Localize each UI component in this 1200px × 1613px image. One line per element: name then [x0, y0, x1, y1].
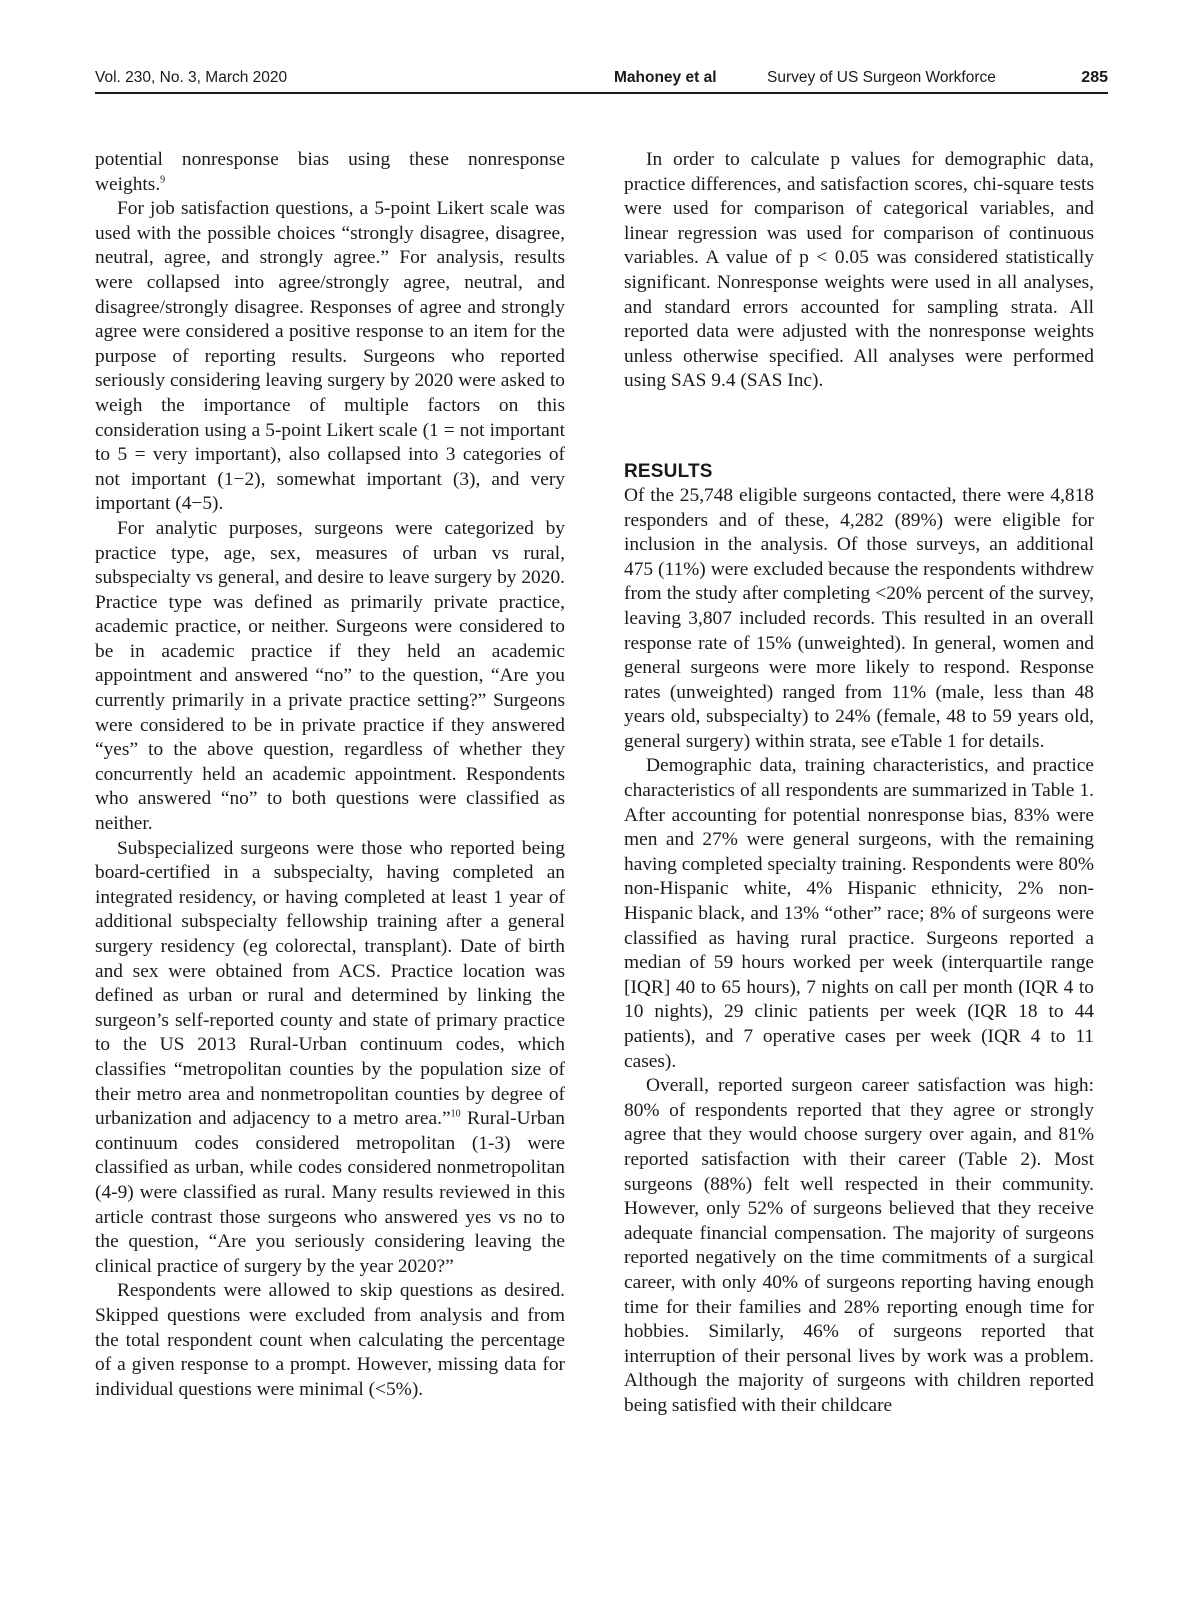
running-authors: Mahoney et al [614, 69, 717, 86]
paragraph-nonresponse-weights [95, 148, 565, 197]
paragraph-skipped-questions: Respondents were allowed to skip questions as desired. Skipped questions were excluded from analysis and from the total respondent count when calculating the percentage of a given response to a prompt. However, missing data for individual questions were minimal (<5%). [95, 1280, 565, 1400]
page-number: 285 [1081, 69, 1108, 86]
journal-volume-issue: Vol. 230, No. 3, March 2020 [95, 69, 288, 86]
paragraph-text: Rural-Urban continuum codes considered metropolitan (1-3) were classified as urban, while codes considered nonmetropolitan (4-9) were classified as rural. Many results reviewed in this article contrast those surgeons who answered yes vs no to the question, “Are you seriously considering leaving the clinical practice of surgery by the year 2020?” [95, 1108, 566, 1277]
citation-ref: 10 [450, 1108, 461, 1120]
right-column [624, 148, 1094, 1419]
paragraph-text: potential nonresponse bias using these nonresponse weights. [95, 149, 565, 195]
paragraph-subspecialty-definition [95, 837, 565, 1280]
paragraph-demographics: Demographic data, training characteristics, and practice characteristics of all respondents are summarized in Table 1. After accounting for potential nonresponse bias, 83% were men and 27% were general surgeons, with the remaining having completed specialty training. Respondents were 80% non-Hispanic white, 4% Hispanic ethnicity, 2% non-Hispanic black, and 13% “other” race; 8% of surgeons were classified as having rural practice. Surgeons reported a median of 59 hours worked per week (interquartile range [IQR] 40 to 65 hours), 7 nights on call per month (IQR 4 to 10 nights), 29 clinic patients per week (IQR 18 to 44 patients), and 7 operative cases per week (IQR 4 to 11 cases). [624, 755, 1094, 1072]
running-header [95, 66, 1108, 94]
paragraph-text: Subspecialized surgeons were those who reported being board-certified in a subspecialty, having completed an integrated residency, or having completed at least 1 year of additional subspecialty fellowship training after a general surgery residency (eg colorectal, transplant). Date of birth and sex were obtained from ACS. Practice location was defined as urban or rural and determined by linking the surgeon’s self-reported county and state of primary practice to the US 2013 Rural-Urban continuum codes, which classifies “metropolitan counties by the population size of their metro area and nonmetropolitan counties by degree of urbanization and adjacency to a metro area.” [95, 837, 565, 1130]
running-title: Survey of US Surgeon Workforce [767, 69, 996, 86]
citation-ref: 9 [160, 174, 166, 186]
left-column [95, 148, 565, 1402]
paragraph-analytic-categories: For analytic purposes, surgeons were categorized by practice type, age, sex, measures of urban vs rural, subspecialty vs general, and desire to leave surgery by 2020. Practice type was defined as primarily private practice, academic practice, or neither. Surgeons were considered to be in academic practice if they held an academic appointment and answered “no” to the question, “Are you currently primarily in a private practice setting?” Surgeons were considered to be in private practice if they answered “yes” to the above question, regardless of whether they concurrently held an academic appointment. Respondents who answered “no” to both questions were classified as neither. [95, 517, 565, 835]
paragraph-career-satisfaction: Overall, reported surgeon career satisfaction was high: 80% of respondents reported that they agree or strongly agree that they would choose surgery over again, and 81% reported satisfaction with their career (Table 2). Most surgeons (88%) felt well respected in their community. However, only 52% of surgeons believed that they receive adequate financial compensation. The majority of surgeons reported negatively on the time commitments of a surgical career, with only 40% of surgeons reporting having enough time for their families and 28% reporting enough time for hobbies. Similarly, 46% of surgeons reported that interruption of their personal lives by work was a problem. Although the majority of surgeons with children reported being satisfied with their childcare [624, 1075, 1094, 1416]
section-heading-results: RESULTS [624, 460, 713, 482]
paragraph-response-rate: Of the 25,748 eligible surgeons contacted, there were 4,818 responders and of these, 4,282 (89%) were eligible for inclusion in the analysis. Of those surveys, an additional 475 (11%) were excluded because the respondents withdrew from the study after completing <20% percent of the survey, leaving 3,807 included records. This resulted in an overall response rate of 15% (unweighted). In general, women and general surgeons were more likely to respond. Response rates (unweighted) ranged from 11% (male, less than 48 years old, subspecialty) to 24% (female, 48 to 59 years old, general surgery) within strata, see eTable 1 for details. [624, 484, 1094, 752]
paragraph-likert-scale: For job satisfaction questions, a 5-point Likert scale was used with the possible choices “strongly disagree, disagree, neutral, agree, and strongly agree.” For analysis, results were collapsed into agree/strongly agree, neutral, and disagree/strongly disagree. Responses of agree and strongly agree were considered a positive response to an item for the purpose of reporting results. Surgeons who reported seriously considering leaving surgery by 2020 were asked to weigh the importance of multiple factors on this consideration using a 5-point Likert scale (1 = not important to 5 = very important), also collapsed into 3 categories of not important (1−2), somewhat important (3), and very important (4−5). [95, 198, 565, 515]
paragraph-statistical-methods: In order to calculate p values for demographic data, practice differences, and satisfaction scores, chi-square tests were used for comparison of categorical variables, and linear regression was used for comparison of continuous variables. A value of p < 0.05 was considered statistically significant. Nonresponse weights were used in all analyses, and standard errors accounted for sampling strata. All reported data were adjusted with the nonresponse weights unless otherwise specified. All analyses were performed using SAS 9.4 (SAS Inc). [624, 149, 1094, 392]
